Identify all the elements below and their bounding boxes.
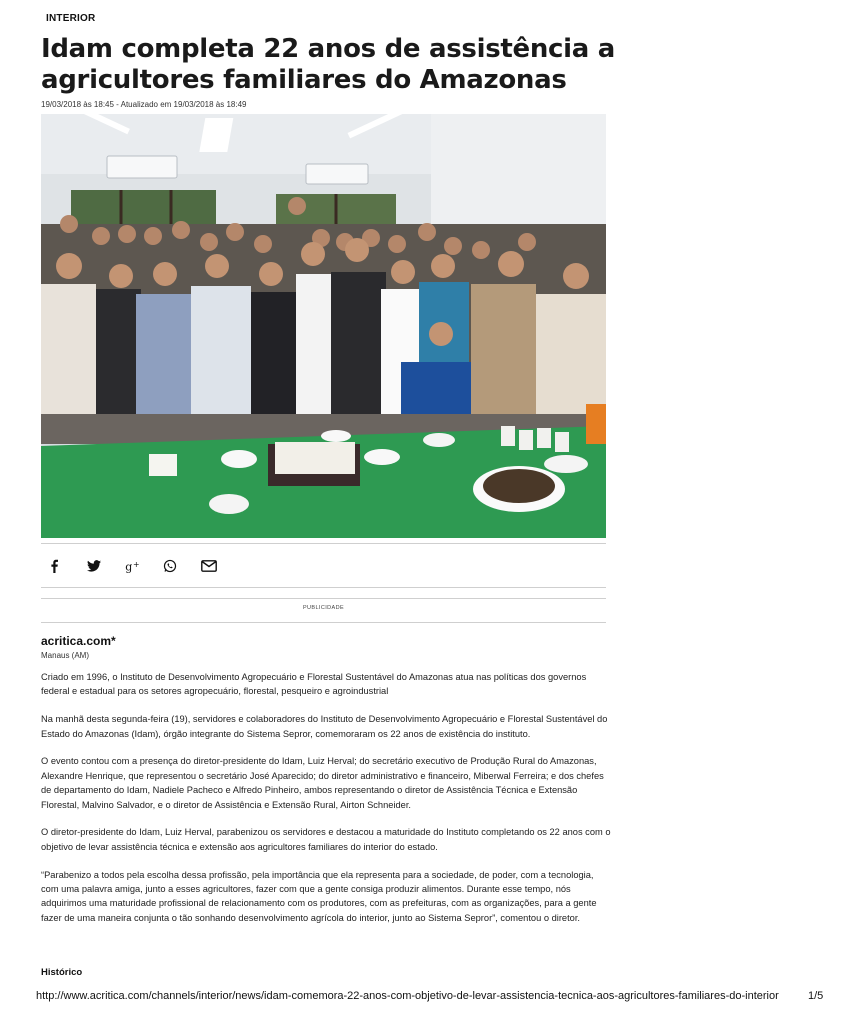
- google-plus-icon[interactable]: [117, 556, 155, 576]
- article-paragraph: O evento contou com a presença do diretor-presidente do Idam, Luiz Herval; do secretário executivo de Produção Rural do Amazonas, Alexandre Henrique, que representou o secretário José Aparecido; do diretor administrativo e financeiro, Miberwal Ferreira; e dos chefes de departamento do Idam, Nadiele Pacheco e Alfredo Pinheiro, ambos representando o diretor de Assistência Técnica e Extensão Florestal, Malvino Salvador, e o diretor de Assistência e Extensão Rural, Airton Schneider.: [41, 756, 604, 810]
- article-photo: [41, 114, 606, 538]
- twitter-icon[interactable]: [79, 556, 117, 576]
- email-icon[interactable]: [193, 556, 231, 576]
- ad-label: PUBLICIDADE: [302, 605, 345, 611]
- author-name[interactable]: acritica.com*: [41, 634, 116, 648]
- article-dateline: 19/03/2018 às 18:45 - Atualizado em 19/03/2018 às 18:49: [41, 100, 247, 109]
- article-title: Idam completa 22 anos de assistência a agricultores familiares do Amazonas: [41, 34, 616, 95]
- whatsapp-icon[interactable]: [155, 556, 193, 576]
- facebook-icon[interactable]: [41, 556, 79, 576]
- article-paragraph: “Parabenizo a todos pela escolha dessa profissão, pela importância que ela representa para a sociedade, de poder, com a tecnologia, com uma palavra amiga, junto a esses agricultores, fazer com que a gente consiga produzir alimentos. Durante esse tempo, nós adquirimos uma maturidade profissional de relacionamento com os produtores, com as prefeituras, com as organizações, para a gente fazer de uma maneira conjunta o tão sonhando desenvolvimento agrícola do interior, junto ao Sistema Sepror”, comentou o diretor.: [41, 869, 597, 923]
- section-subheading: Histórico: [41, 967, 83, 978]
- svg-text:+: +: [133, 559, 140, 569]
- article-paragraph: Criado em 1996, o Instituto de Desenvolvimento Agropecuário e Florestal Sustentável do Amazonas atua nas políticas dos governos federal e estadual para os setores agropecuário, florestal, pesqueiro e agroindustrial: [41, 672, 587, 697]
- share-bar: [41, 555, 231, 577]
- article-body: [41, 670, 613, 939]
- print-page-number: 1/5: [808, 990, 824, 1002]
- section-label[interactable]: INTERIOR: [46, 13, 96, 24]
- ad-divider-bottom: [41, 622, 606, 623]
- share-divider-top: [41, 543, 606, 544]
- author-location: Manaus (AM): [41, 651, 90, 660]
- ad-divider-top: [41, 598, 606, 599]
- svg-text:g: g: [125, 559, 133, 573]
- article-paragraph: Na manhã desta segunda-feira (19), servidores e colaboradores do Instituto de Desenvolvimento Agropecuário e Florestal Sustentável do Estado do Amazonas (Idam), órgão integrante do Sistema Sepror, comemoraram os 22 anos de existência do instituto.: [41, 714, 608, 739]
- article-paragraph: O diretor-presidente do Idam, Luiz Herval, parabenizou os servidores e destacou a maturidade do Instituto completando os 22 anos com o objetivo de levar assistência técnica e extensão aos agricultores familiares do interior do estado.: [41, 827, 611, 852]
- share-divider-bottom: [41, 587, 606, 588]
- print-footer-url: http://www.acritica.com/channels/interior/news/idam-comemora-22-anos-com-objetivo-de-levar-assistencia-tecnica-aos-agricultores-familiares-do-interior: [36, 990, 779, 1002]
